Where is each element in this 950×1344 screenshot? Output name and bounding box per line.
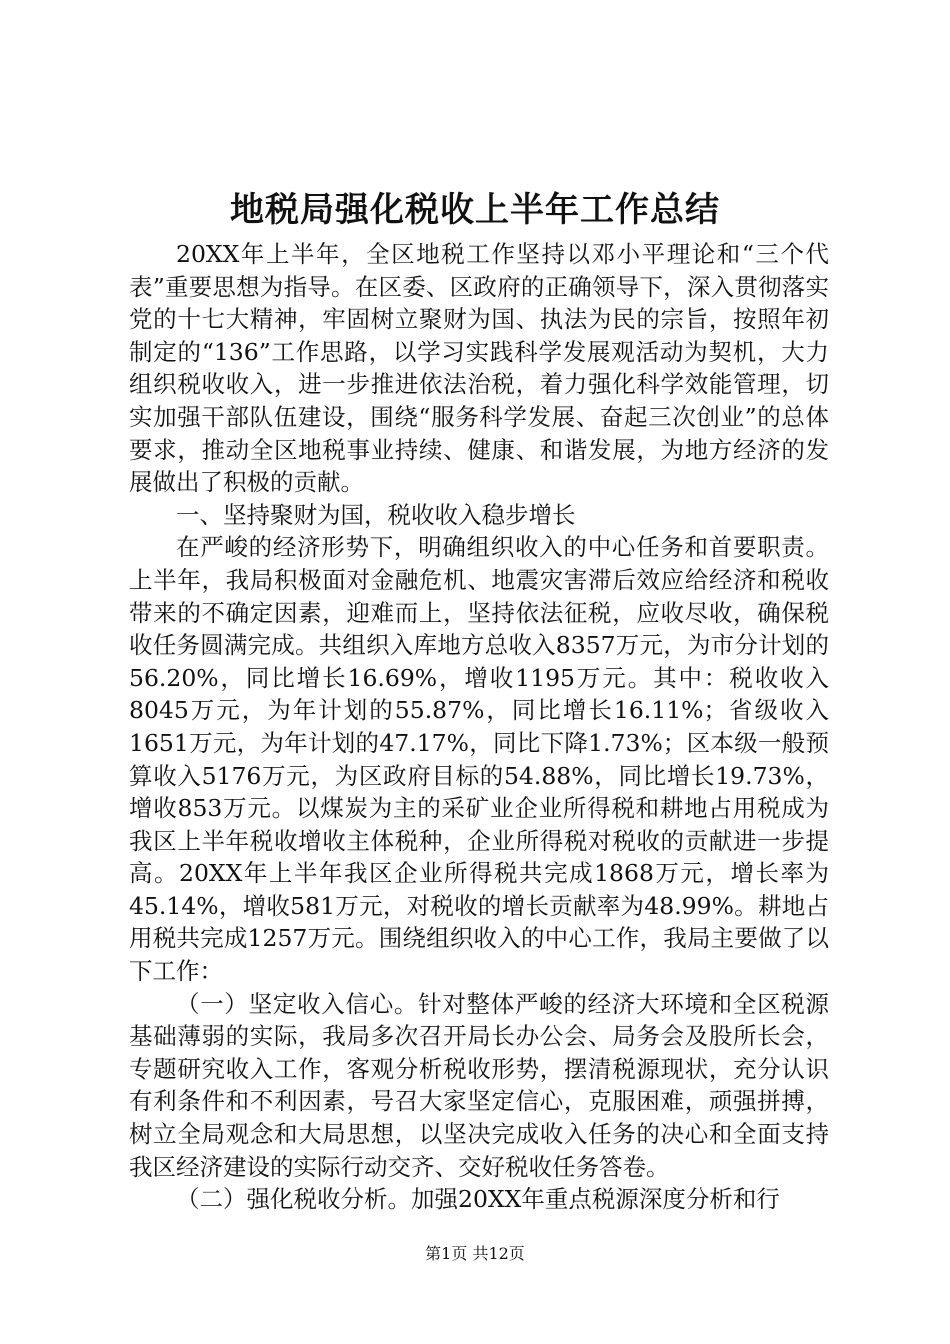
paragraph-item-2: （二）强化税收分析。加强20XX年重点税源深度分析和行 bbox=[176, 1185, 780, 1214]
page-footer: 第1页 共12页 bbox=[425, 1244, 525, 1263]
document-body bbox=[129, 238, 829, 1216]
document-title: 地税局强化税收上半年工作总结 bbox=[230, 190, 720, 230]
paragraph-intro: 20XX年上半年，全区地税工作坚持以邓小平理论和“三个代表”重要思想为指导。在区委、区政府的正确领导下，深入贯彻落实党的十七大精神，牢固树立聚财为国、执法为民的宗旨，按照年初制定的“136”工作思路，以学习实践科学发展观活动为契机，大力组织税收收入，进一步推进依法治税，着力强化科学效能管理，切实加强干部队伍建设，围绕“服务科学发展、奋起三次创业”的总体要求，推动全区地税事业持续、健康、和谐发展，为地方经济的发展做出了积极的贡献。 bbox=[129, 240, 829, 497]
paragraph-item-1: （一）坚定收入信心。针对整体严峻的经济大环境和全区税源基础薄弱的实际，我局多次召开局长办公会、局务会及股所长会，专题研究收入工作，客观分析税收形势，摆清税源现状，充分认识有利条件和不利因素，号召大家坚定信心，克服困难，顽强拼搏，树立全局观念和大局思想，以坚决完成收入任务的决心和全面支持我区经济建设的实际行动交齐、交好税收任务答卷。 bbox=[129, 989, 829, 1181]
section-heading-1: 一、坚持聚财为国，税收收入稳步增长 bbox=[176, 500, 576, 529]
paragraph-revenue: 在严峻的经济形势下，明确组织收入的中心任务和首要职责。上半年，我局积极面对金融危机、地震灾害滞后效应给经济和税收带来的不确定因素，迎难而上，坚持依法征税，应收尽收，确保税收任务圆满完成。共组织入库地方总收入8357万元，为市分计划的56.20%，同比增长16.69%，增收1195万元。其中：税收收入8045万元，为年计划的55.87%，同比增长16.11%；省级收入1651万元，为年计划的47.17%，同比下降1.73%；区本级一般预算收入5176万元，为区政府目标的54.88%，同比增长19.73%，增收853万元。以煤炭为主的采矿业企业所得税和耕地占用税成为我区上半年税收增收主体税种，企业所得税对税收的贡献进一步提高。20XX年上半年我区企业所得税共完成1868万元，增长率为45.14%，增收581万元，对税收的增长贡献率为48.99%。耕地占用税共完成1257万元。围绕组织收入的中心工作，我局主要做了以下工作： bbox=[129, 533, 829, 986]
